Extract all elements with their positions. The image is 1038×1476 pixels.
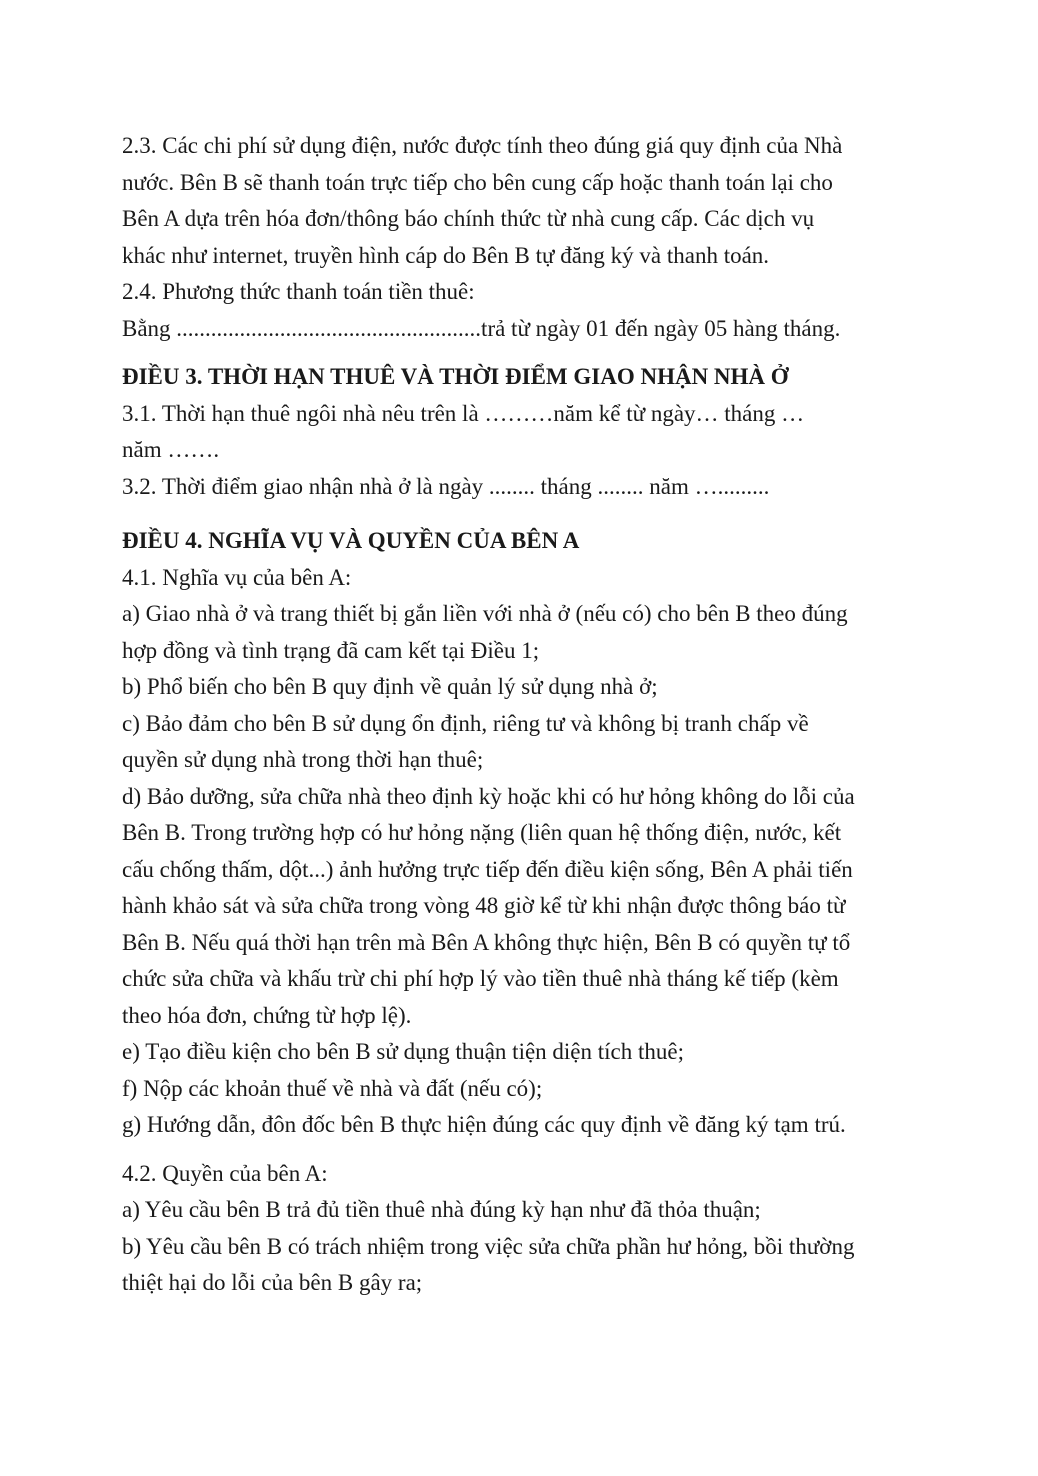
text-line: hành khảo sát và sửa chữa trong vòng 48 giờ kể từ khi nhận được thông báo từ: [122, 893, 846, 918]
text-line: Bên B. Nếu quá thời hạn trên mà Bên A không thực hiện, Bên B có quyền tự tổ: [122, 929, 851, 955]
text-line: a) Yêu cầu bên B trả đủ tiền thuê nhà đúng kỳ hạn như đã thỏa thuận;: [122, 1197, 761, 1222]
text-line: Bằng .....................................................trả từ ngày 01 đến ngày 05 hàng tháng.: [122, 315, 841, 341]
text-line: 3.1. Thời hạn thuê ngôi nhà nêu trên là ………năm kể từ ngày… tháng …: [122, 400, 805, 426]
text-line: Bên A dựa trên hóa đơn/thông báo chính thức từ nhà cung cấp. Các dịch vụ: [122, 206, 815, 231]
text-line: thiệt hại do lỗi của bên B gây ra;: [122, 1270, 423, 1295]
text-line: 4.1. Nghĩa vụ của bên A:: [122, 564, 352, 590]
clause-4-2: [122, 1156, 922, 1302]
text-line: b) Yêu cầu bên B có trách nhiệm trong việc sửa chữa phần hư hỏng, bồi thường: [122, 1233, 855, 1259]
text-line: quyền sử dụng nhà trong thời hạn thuê;: [122, 747, 484, 772]
text-line: 2.4. Phương thức thanh toán tiền thuê:: [122, 279, 475, 304]
clause-4-1: [122, 560, 922, 1144]
text-line: a) Giao nhà ở và trang thiết bị gắn liền với nhà ở (nếu có) cho bên B theo đúng: [122, 601, 848, 626]
article-3-heading: ĐIỀU 3. THỜI HẠN THUÊ VÀ THỜI ĐIỂM GIAO NHẬN NHÀ Ở: [122, 364, 789, 389]
article-4-heading: ĐIỀU 4. NGHĨA VỤ VÀ QUYỀN CỦA BÊN A: [122, 528, 580, 553]
text-line: cấu chống thấm, dột...) ảnh hưởng trực tiếp đến điều kiện sống, Bên A phải tiến: [122, 856, 853, 882]
text-line: f) Nộp các khoản thuế về nhà và đất (nếu có);: [122, 1075, 543, 1101]
text-line: 2.3. Các chi phí sử dụng điện, nước được tính theo đúng giá quy định của Nhà: [122, 133, 843, 158]
contract-page: [122, 128, 922, 1302]
text-line: b) Phổ biến cho bên B quy định về quản lý sử dụng nhà ở;: [122, 674, 658, 699]
text-line: hợp đồng và tình trạng đã cam kết tại Điều 1;: [122, 637, 540, 663]
text-line: 4.2. Quyền của bên A:: [122, 1160, 328, 1186]
text-line: theo hóa đơn, chứng từ hợp lệ).: [122, 1002, 412, 1028]
article-3: [122, 359, 922, 505]
text-line: d) Bảo dưỡng, sửa chữa nhà theo định kỳ hoặc khi có hư hỏng không do lỗi của: [122, 783, 855, 809]
text-line: c) Bảo đảm cho bên B sử dụng ổn định, riêng tư và không bị tranh chấp về: [122, 710, 809, 736]
text-line: 3.2. Thời điểm giao nhận nhà ở là ngày ........ tháng ........ năm ….........: [122, 473, 770, 499]
article-4: [122, 523, 922, 1302]
clause-2-4: [122, 274, 922, 347]
text-line: khác như internet, truyền hình cáp do Bên B tự đăng ký và thanh toán.: [122, 242, 770, 268]
text-line: Bên B. Trong trường hợp có hư hỏng nặng (liên quan hệ thống điện, nước, kết: [122, 820, 842, 845]
text-line: nước. Bên B sẽ thanh toán trực tiếp cho bên cung cấp hoặc thanh toán lại cho: [122, 169, 833, 195]
text-line: năm …….: [122, 437, 220, 462]
text-line: g) Hướng dẫn, đôn đốc bên B thực hiện đúng các quy định về đăng ký tạm trú.: [122, 1112, 846, 1137]
clause-2-3: [122, 128, 922, 274]
text-line: chức sửa chữa và khấu trừ chi phí hợp lý vào tiền thuê nhà tháng kế tiếp (kèm: [122, 966, 839, 991]
text-line: e) Tạo điều kiện cho bên B sử dụng thuận tiện diện tích thuê;: [122, 1039, 684, 1064]
